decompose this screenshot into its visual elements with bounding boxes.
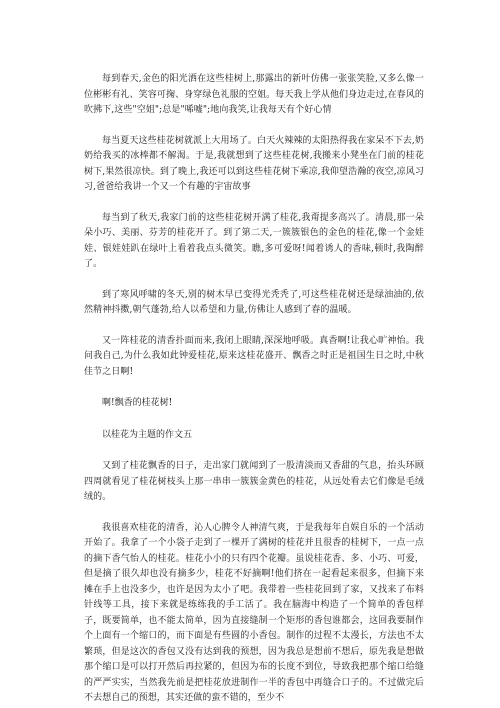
paragraph-summer: 每当夏天这些桂花树就派上大用场了。白天火辣辣的太阳热得我在家呆不下去,奶奶给我买的冰棒都不解渴。于是,我就想到了这些桂花树,我搬来小凳坐在门前的桂花树下,果然很凉快。到了晚上,我还可以到这些桂花树下乘凉,我仰望浩瀚的夜空,凉风习习,爸爸给我讲一个又一个有趣的宇宙故事 — [84, 135, 424, 192]
paragraph-winter: 到了寒风呼啸的冬天,别的树木早已变得光秃秃了,可这些桂花树还是绿油油的,依然精神抖擞,朝气蓬勃,给人以希望和力量,仿佛让人感到了春的温暖。 — [84, 289, 424, 315]
paragraph-essay5-intro: 又到了桂花飘香的日子，走出家门就闻到了一股清淡而又香甜的气息，抬头环顾四周就看见了桂花树枝头上那一串串一簇簇金黄色的桂花，从远处看去它们像是毛绒绒的。 — [84, 461, 424, 502]
paragraph-essay5-body: 我很喜欢桂花的清香，沁人心脾令人神清气爽，于是我每年自娱自乐的一个活动开始了。我拿了一个小袋子走到了一棵开了满树的桂花并且很香的桂树下，一点一点的摘下香气怡人的桂花。桂花小小的只有四个花瓣。虽说桂花香、多、小巧、可爱，但是摘了很久却也没有摘多少，桂花不好摘啊!他们挤在一起看起来很多，但摘下来摊在手上也没多少，也许是因为太小了吧。我带着一些桂花回到了家，又找来了布料针线等工具，接下来就是练练我的手工活了。我在脑海中构造了一个简单的香包样子，既要简单，也不能太简单，因为直接缝制一个矩形的香包谁都会，这回我要制作个上面有一个缩口的，而下面是有些圆的小香包。制作的过程不太漫长，方法也不太繁琐，但是这次的香包又没有达到我的预想，因为我总是想前不想后，原先我是想做那个缩口是可以打开然后再拉紧的，但因为布的长度不到位，导致我把那个缩口给缝的严严实实，当然我先前是把桂花放进制作一半的香包中再缝合口子的。不过做完后不去想自己的预想，其实还做的蛮不错的，至少不 — [84, 522, 424, 703]
exclamation-line: 啊!飘香的桂花树! — [102, 398, 173, 408]
paragraph-autumn: 每当到了秋天,我家门前的这些桂花树开满了桂花,我甭提多高兴了。清晨,那一朵朵小巧、美丽、芬芳的桂花开了。到了第二天,一簇簇银色的金色的桂花,像一个金娃娃、银娃娃趴在绿叶上看着我点头微笑。瞧,多可爱呀!闻着诱人的香味,顿时,我陶醉了。 — [84, 212, 424, 269]
document-page — [84, 72, 424, 707]
paragraph-fragrance: 又一阵桂花的清香扑面而来,我闭上眼睛,深深地呼吸。真香啊!让我心旷神怡。我问我自己,为什么我如此钟爱桂花,原来这桂花盛开、飘香之时正是祖国生日之时,中秋佳节之日啊! — [84, 335, 424, 377]
paragraph-spring: 每到春天,金色的阳光洒在这些桂树上,那露出的新叶仿佛一张张笑脸,又多么像一位彬彬有礼、笑容可掬、身穿绿色礼服的空姐。每天我上学从他们身边走过,在春风的吹拂下,这些"空姐";总是"唏嘘";地向我笑,让我每天有个好心情 — [84, 74, 424, 115]
section-title: 以桂花为主题的作文五 — [102, 429, 193, 440]
